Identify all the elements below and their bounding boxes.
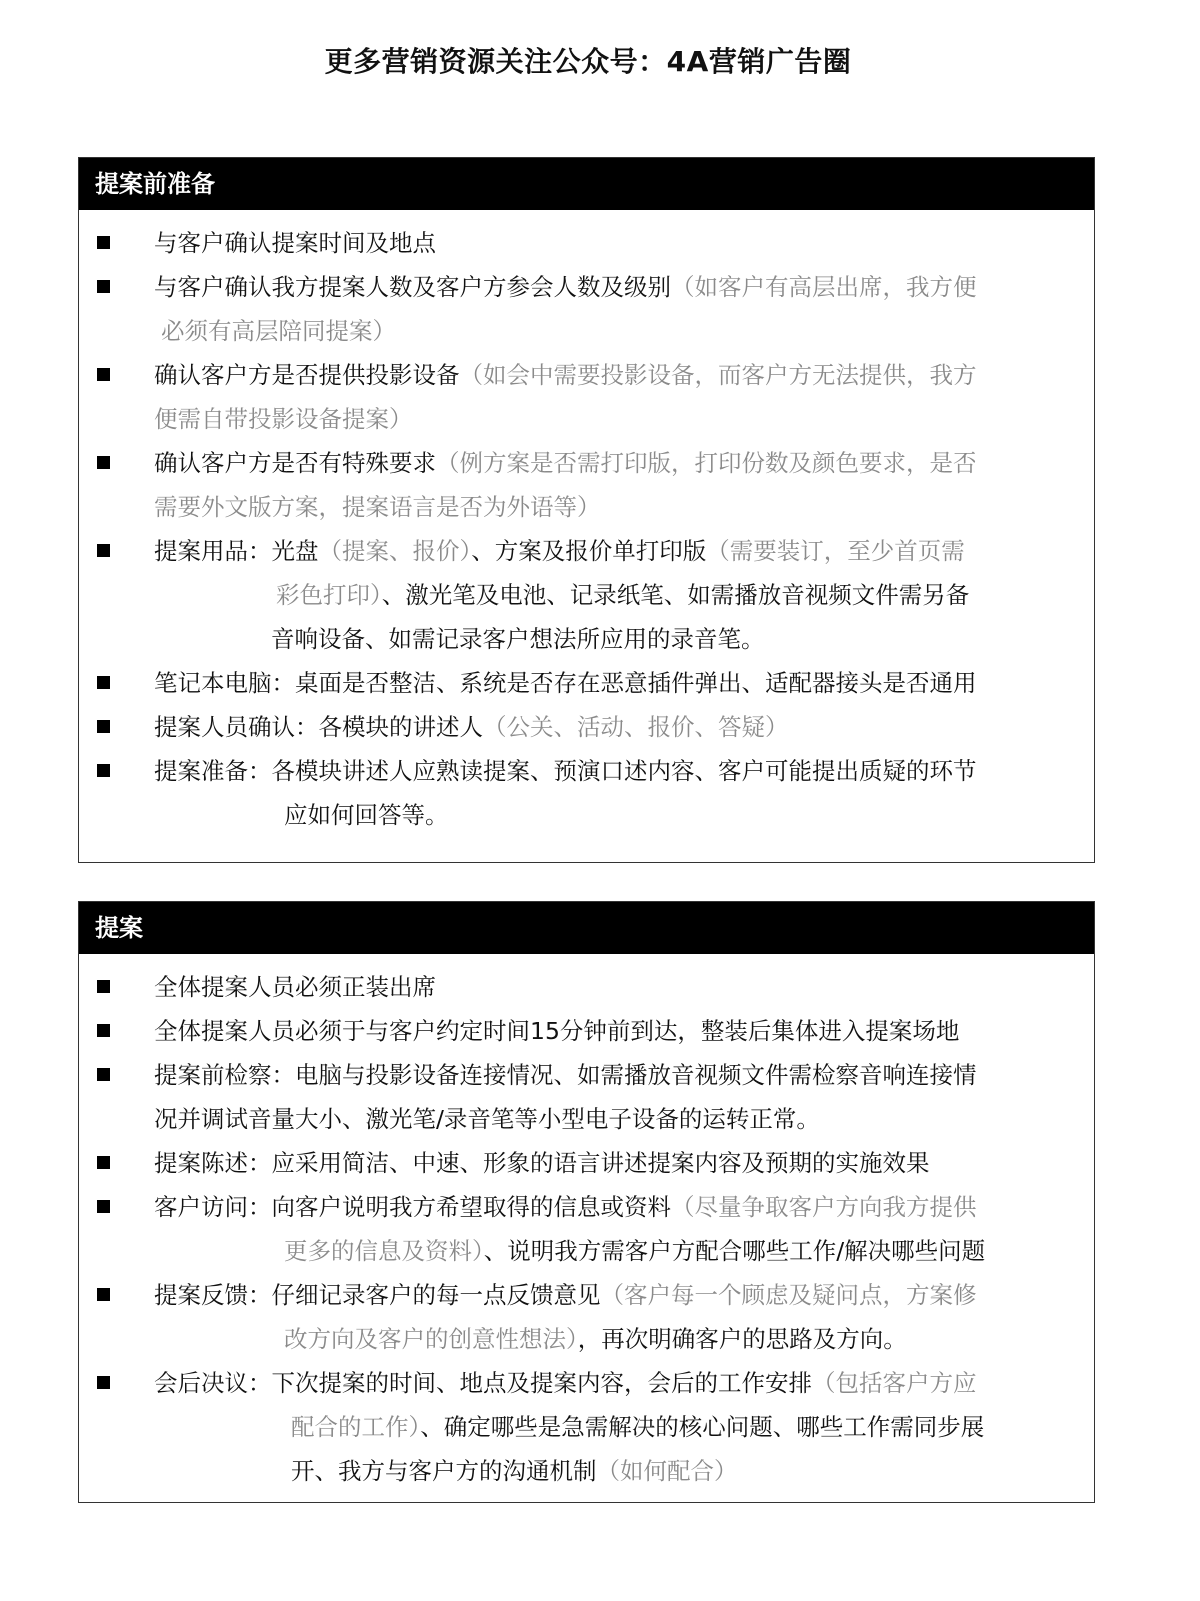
list-item-line (79, 705, 1094, 749)
item-text: 全体提案人员必须正装出席 (154, 973, 436, 1001)
item-text: 会后决议：下次提案的时间、地点及提案内容，会后的工作安排 (154, 1369, 812, 1397)
list-item-line (79, 353, 1094, 397)
section-heading: 提案前准备 (79, 158, 1094, 210)
note-text: 彩色打印） (276, 581, 382, 609)
list-item-line (79, 1273, 1094, 1317)
list-item-line (79, 617, 1094, 661)
list-item (79, 1185, 1094, 1273)
item-text: 与客户确认我方提案人数及客户方参会人数及级别 (154, 273, 671, 301)
list-item-line (79, 1097, 1094, 1141)
item-text: 提案陈述：应采用简洁、中速、形象的语言讲述提案内容及预期的实施效果 (154, 1149, 930, 1177)
square-bullet-icon (97, 980, 110, 993)
note-text: 更多的信息及资料） (284, 1237, 484, 1265)
list-item-line (79, 441, 1094, 485)
square-bullet-icon (97, 1288, 110, 1301)
item-text: 提案人员确认：各模块的讲述人 (154, 713, 483, 741)
list-item (79, 705, 1094, 749)
item-text: 全体提案人员必须于与客户约定时间15分钟前到达，整装后集体进入提案场地 (154, 1017, 960, 1045)
item-text: 提案反馈：仔细记录客户的每一点反馈意见 (154, 1281, 601, 1309)
item-text: ，再次明确客户的思路及方向。 (577, 1325, 907, 1353)
item-text: 确认客户方是否提供投影设备 (154, 361, 460, 389)
list-item-line (79, 221, 1094, 265)
item-text: 况并调试音量大小、激光笔/录音笔等小型电子设备的运转正常。 (154, 1105, 820, 1133)
square-bullet-icon (97, 280, 110, 293)
item-text: 、确定哪些是急需解决的核心问题、哪些工作需同步展 (420, 1413, 985, 1441)
list-item-line (79, 397, 1094, 441)
section-heading: 提案 (79, 902, 1094, 954)
item-text: 应如何回答等。 (284, 801, 449, 829)
list-item-line (79, 573, 1094, 617)
list-item (79, 265, 1094, 353)
note-text: 配合的工作） (291, 1413, 421, 1441)
list-item-line (79, 1141, 1094, 1185)
list-item-line (79, 529, 1094, 573)
checklist (79, 954, 1094, 1493)
list-item-line (79, 965, 1094, 1009)
item-text: 客户访问：向客户说明我方希望取得的信息或资料 (154, 1193, 671, 1221)
list-item-line (79, 1185, 1094, 1229)
list-item-line (79, 1361, 1094, 1405)
square-bullet-icon (97, 1376, 110, 1389)
item-text: 、说明我方需客户方配合哪些工作/解决哪些问题 (483, 1237, 986, 1265)
square-bullet-icon (97, 544, 110, 557)
list-item-line (79, 793, 1094, 837)
list-item-line (79, 1405, 1094, 1449)
list-item (79, 749, 1094, 837)
item-text: 提案用品：光盘 (154, 537, 319, 565)
note-text: （客户每一个顾虑及疑问点，方案修 (600, 1281, 977, 1309)
list-item-line (79, 1317, 1094, 1361)
item-text: 音响设备、如需记录客户想法所应用的录音笔。 (271, 625, 765, 653)
list-item (79, 1053, 1094, 1141)
square-bullet-icon (97, 368, 110, 381)
square-bullet-icon (97, 236, 110, 249)
note-text: （尽量争取客户方向我方提供 (671, 1193, 977, 1221)
list-item (79, 661, 1094, 705)
note-text: 必须有高层陪同提案） (161, 317, 396, 345)
item-text: 提案前检察：电脑与投影设备连接情况、如需播放音视频文件需检察音响连接情 (154, 1061, 977, 1089)
list-item-line (79, 1053, 1094, 1097)
note-text: 改方向及客户的创意性想法） (284, 1325, 578, 1353)
item-text: 、激光笔及电池、记录纸笔、如需播放音视频文件需另备 (381, 581, 970, 609)
square-bullet-icon (97, 1156, 110, 1169)
list-item-line (79, 265, 1094, 309)
square-bullet-icon (97, 456, 110, 469)
list-item (79, 965, 1094, 1009)
list-item (79, 353, 1094, 441)
item-text: 确认客户方是否有特殊要求 (154, 449, 436, 477)
square-bullet-icon (97, 720, 110, 733)
note-text: 便需自带投影设备提案） (154, 405, 413, 433)
list-item-line (79, 485, 1094, 529)
list-item (79, 1009, 1094, 1053)
square-bullet-icon (97, 676, 110, 689)
list-item (79, 1273, 1094, 1361)
note-text: （包括客户方应 (812, 1369, 977, 1397)
list-item-line (79, 1009, 1094, 1053)
note-text: （如客户有高层出席，我方便 (671, 273, 977, 301)
checklist (79, 210, 1094, 837)
list-item (79, 441, 1094, 529)
note-text: （提案、报价） (318, 537, 472, 565)
list-item (79, 529, 1094, 661)
square-bullet-icon (97, 764, 110, 777)
square-bullet-icon (97, 1024, 110, 1037)
section-proposal (78, 901, 1095, 1503)
item-text: 开、我方与客户方的沟通机制 (291, 1457, 597, 1485)
item-text: 提案准备：各模块讲述人应熟读提案、预演口述内容、客户可能提出质疑的环节 (154, 757, 977, 785)
list-item (79, 1361, 1094, 1493)
list-item-line (79, 1229, 1094, 1273)
list-item-line (79, 1449, 1094, 1493)
list-item (79, 1141, 1094, 1185)
list-item-line (79, 661, 1094, 705)
note-text: （如何配合） (596, 1457, 738, 1485)
square-bullet-icon (97, 1200, 110, 1213)
square-bullet-icon (97, 1068, 110, 1081)
note-text: （公关、活动、报价、答疑） (483, 713, 789, 741)
list-item (79, 221, 1094, 265)
item-text: 笔记本电脑：桌面是否整洁、系统是否存在恶意插件弹出、适配器接头是否通用 (154, 669, 977, 697)
list-item-line (79, 749, 1094, 793)
note-text: （例方案是否需打印版，打印份数及颜色要求，是否 (436, 449, 977, 477)
page-title: 更多营销资源关注公众号：4A营销广告圈 (324, 45, 852, 78)
note-text: （需要装订，至少首页需 (706, 537, 965, 565)
item-text: 、方案及报价单打印版 (471, 537, 707, 565)
item-text: 与客户确认提案时间及地点 (154, 229, 436, 257)
list-item-line (79, 309, 1094, 353)
note-text: 需要外文版方案，提案语言是否为外语等） (154, 493, 601, 521)
note-text: （如会中需要投影设备，而客户方无法提供，我方 (459, 361, 977, 389)
section-pre-proposal (78, 157, 1095, 863)
